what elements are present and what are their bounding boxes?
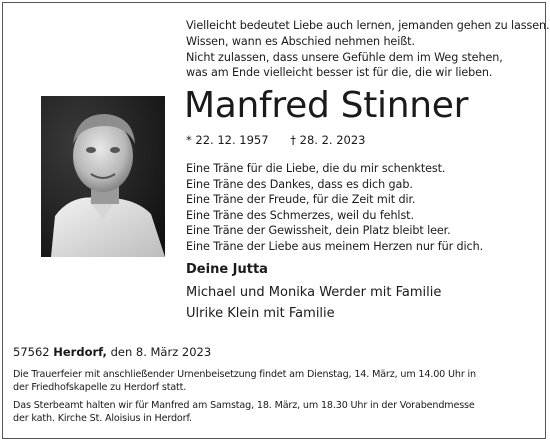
poem-line: Nicht zulassen, dass unsere Gefühle dem im Weg stehen, <box>186 50 503 64</box>
poem-line: Eine Träne des Schmerzes, weil du fehlst. <box>186 208 414 222</box>
signature-line: Ulrike Klein mit Familie <box>186 306 335 321</box>
funeral-notice <box>13 368 533 394</box>
death-date: † 28. 2. 2023 <box>290 133 366 147</box>
mass-notice <box>13 399 533 425</box>
notice-line: der Friedhofskapelle zu Herdorf statt. <box>13 382 187 393</box>
life-dates <box>186 133 365 147</box>
poem-line: Wissen, wann es Abschied nehmen heißt. <box>186 34 415 48</box>
notice-line: Das Sterbeamt halten wir für Manfred am Samstag, 18. März, um 18.30 Uhr in der Vorabendmesse <box>13 400 475 411</box>
poem-line: Eine Träne des Dankes, dass es dich gab. <box>186 177 413 191</box>
poem-line: Eine Träne der Gewissheit, dein Platz bleibt leer. <box>186 224 451 237</box>
zip-code: 57562 <box>13 345 50 359</box>
poem-line: Eine Träne für die Liebe, die du mir schenktest. <box>186 162 446 175</box>
notice-line: der kath. Kirche St. Aloisius in Herdorf. <box>13 413 192 424</box>
tears-poem <box>186 161 536 254</box>
deceased-name: Manfred Stinner <box>184 85 469 126</box>
poem-line: was am Ende vielleicht besser ist für die, die wir lieben. <box>186 66 493 80</box>
poem-line: Eine Träne der Liebe aus meinem Herzen nur für dich. <box>186 239 484 253</box>
notice-line: Die Trauerfeier mit anschließender Urnenbeisetzung findet am Dienstag, 14. März, um 14.00 Uhr in <box>13 369 476 380</box>
notice-date: den 8. März 2023 <box>110 345 212 359</box>
portrait-photo <box>41 96 165 257</box>
town: Herdorf, <box>53 345 107 359</box>
place-date <box>13 345 211 359</box>
poem-line: Eine Träne der Freude, für die Zeit mit dir. <box>186 193 416 206</box>
signature-main: Deine Jutta <box>186 262 268 277</box>
signature-line: Michael und Monika Werder mit Familie <box>186 285 442 300</box>
opening-poem <box>186 18 550 81</box>
birth-date: * 22. 12. 1957 <box>186 133 269 147</box>
poem-line: Vielleicht bedeutet Liebe auch lernen, jemanden gehen zu lassen. <box>186 19 550 32</box>
